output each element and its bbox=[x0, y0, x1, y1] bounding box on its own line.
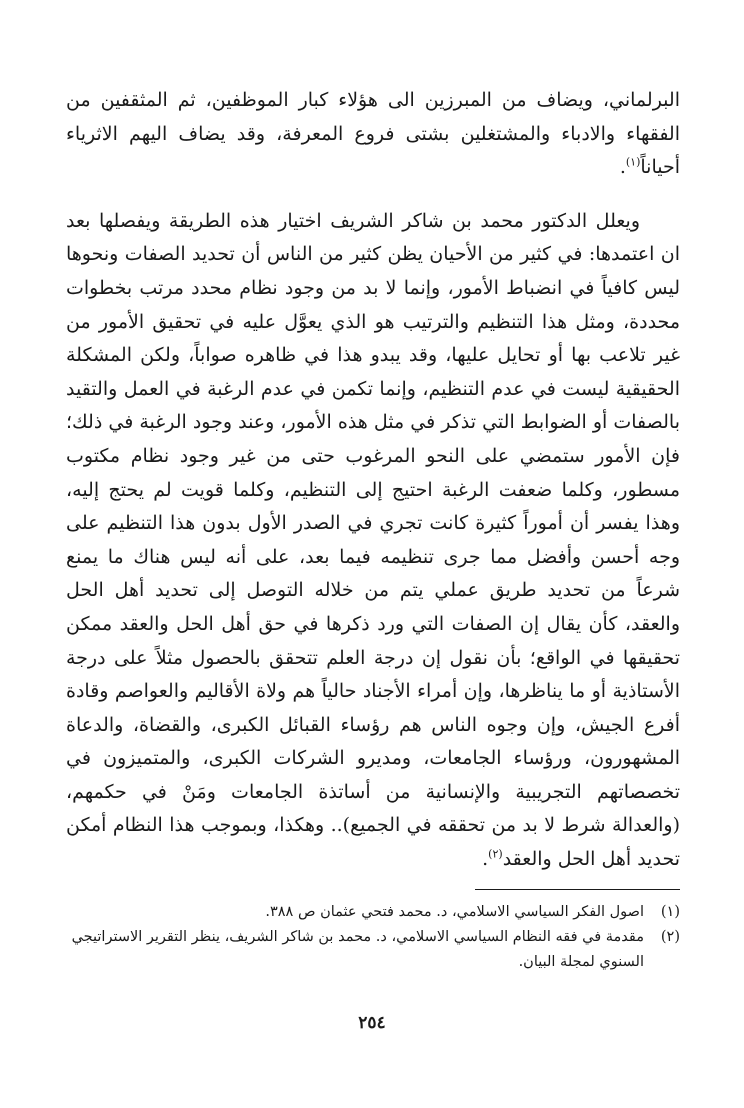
paragraph-2-text: ويعلل الدكتور محمد بن شاكر الشريف اختيار هذه الطريقة ويفصلها بعد ان اعتمدها: في كثير من الأحيان يظن كثير من الناس أن تحديد الصفات ونحوها ليس كافياً في انضباط الأمور، وإنما لا بد من وجود نظام محدد مرتب بخطوات محددة، ومثل هذا التنظيم والترتيب هو الذي يعوَّل عليه في تحقيق الأمور من غير تلاعب بها أو تحايل عليها، وقد يبدو هذا في ظاهره صواباً، ولكن المشكلة الحقيقية ليست في عدم التنظيم، وإنما تكمن في عدم الرغبة في العمل والتقيد بالصفات أو الضوابط التي تذكر في مثل هذه الأمور، وعند وجود الرغبة في ذلك؛ فإن الأمور ستمضي على النحو المرغوب حتى من غير وجود نظام مكتوب مسطور، وكلما ضعفت الرغبة احتيج إلى التنظيم، وكلما قويت لم يحتج إليه، وهذا يفسر أن أموراً كثيرة كانت تجري في الصدر الأول بدون هذا التنظيم على وجه أحسن وأفضل مما جرى تنظيمه فيما بعد، على أنه ليس هناك ما يمنع شرعاً من تحديد طريق عملي يتم من خلاله التوصل إلى تحديد أهل الحل والعقد، كأن يقال إن الصفات التي ورد ذكرها في حق أهل الحل والعقد ممكن تحقيقها في الواقع؛ بأن نقول إن درجة العلم تتحقق بالحصول مثلاً على درجة الأستاذية أو ما يناظرها، وإن أمراء الأجناد حالياً هم ولاة الأقاليم والعواصم وقادة أفرع الجيش، وإن وجوه الناس هم رؤساء القبائل الكبرى، والقضاة، والدعاة المشهورون، ورؤساء الجامعات، ومديرو الشركات الكبرى، والمتميزون في تخصصاتهم التجريبية والإنسانية من أساتذة الجامعات ومَنْ في حكمهم، (والعدالة شرط لا بد من تحققه في الجميع).. وهكذا، وبموجب هذا النظام أمكن تحديد أهل الحل والعقد bbox=[66, 209, 681, 871]
footnote-2-number: (٢) bbox=[660, 929, 680, 945]
paragraph-2 bbox=[66, 205, 680, 877]
paragraph-1-text: البرلماني، ويضاف من المبرزين الى هؤلاء كبار الموظفين، ثم المثقفين من الفقهاء والادباء والمشتغلين بشتى فروع المعرفة، وقد يضاف اليهم الاثرياء أحياناً bbox=[66, 89, 680, 179]
main-text bbox=[66, 84, 680, 877]
footnote-1 bbox=[66, 900, 680, 925]
paragraph-2-end: . bbox=[482, 848, 489, 871]
footnote-2 bbox=[66, 925, 680, 975]
footnote-1-text: اصول الفكر السياسي الاسلامي، د. محمد فتحي عثمان ص ٣٨٨. bbox=[265, 904, 644, 920]
footnote-2-text: مقدمة في فقه النظام السياسي الاسلامي، د. محمد بن شاكر الشريف، ينظر التقرير الاستراتيجي السنوي لمجلة البيان. bbox=[71, 929, 644, 970]
footnote-ref-2: (٢) bbox=[488, 847, 503, 861]
footnote-ref-1: (١) bbox=[625, 155, 641, 169]
footnote-separator bbox=[475, 889, 680, 890]
paragraph-1 bbox=[66, 84, 680, 185]
page-number: ٢٥٤ bbox=[358, 1013, 386, 1033]
footnote-1-number: (١) bbox=[660, 904, 680, 920]
paragraph-1-end: . bbox=[619, 156, 626, 179]
footnotes bbox=[66, 900, 680, 975]
